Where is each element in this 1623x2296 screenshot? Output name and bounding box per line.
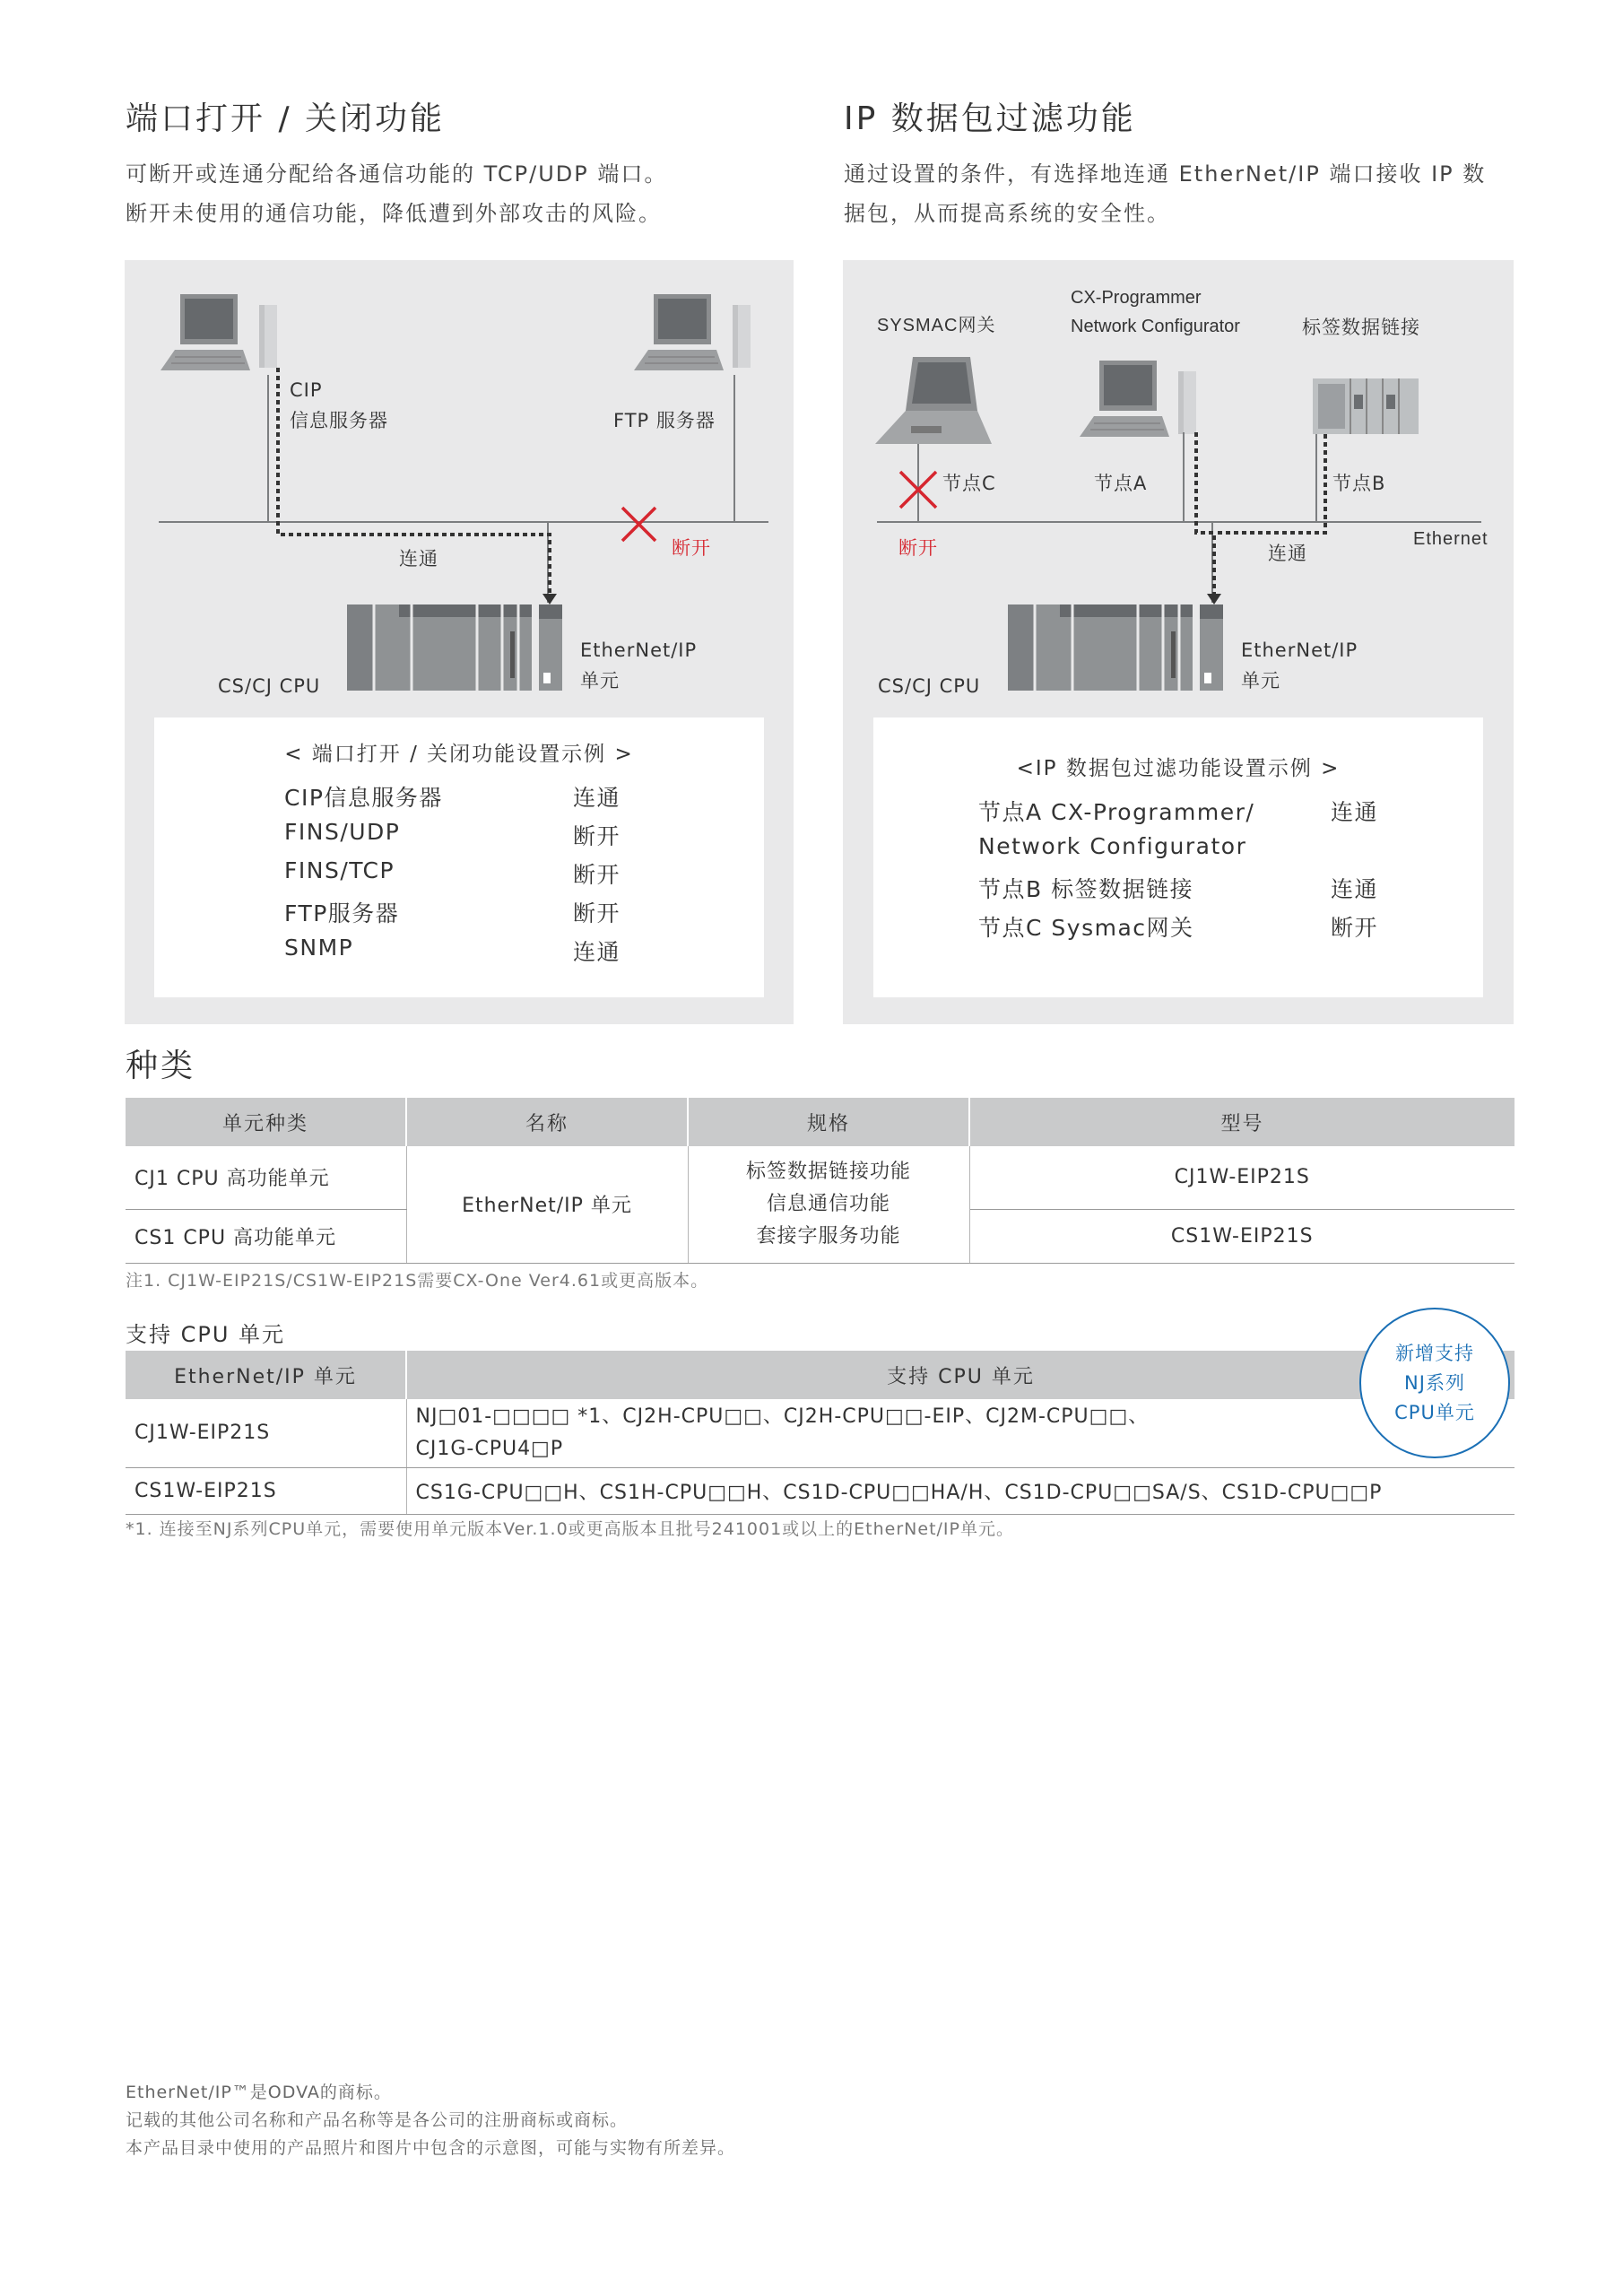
- column-header: 规格: [688, 1098, 969, 1146]
- settings-row: Network Configurator: [978, 833, 1247, 859]
- footer-line: EtherNet/IP™是ODVA的商标。: [126, 2083, 392, 2102]
- table-cell: CJ1W-EIP21S: [969, 1146, 1515, 1209]
- left-intro: [126, 154, 667, 233]
- types-table: [126, 1098, 1515, 1264]
- computer-icon: [1080, 361, 1196, 437]
- cx-label: CX-Programmer Network Configurator: [1071, 288, 1240, 336]
- cpu-label: CS/CJ CPU: [878, 675, 981, 697]
- disconnect-x-icon: [622, 508, 655, 541]
- settings-row: FINS/TCP: [284, 857, 395, 883]
- table-row: [126, 1467, 1515, 1514]
- table-cell: EtherNet/IP 单元: [406, 1146, 688, 1263]
- column-header: 型号: [969, 1098, 1515, 1146]
- left-intro-line-2: 断开未使用的通信功能，降低遭到外部攻击的风险。: [126, 201, 662, 226]
- left-intro-line-1: 可断开或连通分配给各通信功能的 TCP/UDP 端口。: [126, 161, 668, 187]
- arrow-icon: [1207, 594, 1221, 604]
- table-cell: CS1G-CPU□□H、CS1H-CPU□□H、CS1D-CPU□□HA/H、CS1D-CPU□□SA/S、CS1D-CPU□□P: [406, 1467, 1515, 1514]
- settings-state: 断开: [573, 900, 621, 926]
- connect-label: 连通: [399, 548, 438, 570]
- column-header: EtherNet/IP 单元: [126, 1351, 406, 1399]
- types-title: 种类: [126, 1048, 196, 1084]
- disconnect-label: 断开: [898, 537, 938, 559]
- right-section-title: IP 数据包过滤功能: [844, 100, 1136, 137]
- settings-state: 断开: [1331, 915, 1379, 941]
- table-cell: 标签数据链接功能 信息通信功能 套接字服务功能: [688, 1146, 969, 1263]
- settings-row: CIP信息服务器: [284, 785, 443, 811]
- connection-path-b: [1214, 434, 1325, 533]
- cpu-label: CS/CJ CPU: [218, 675, 321, 697]
- table-cell: CS1W-EIP21S: [969, 1209, 1515, 1263]
- disconnect-label: 断开: [672, 537, 711, 559]
- tag-link-label: 标签数据链接: [1302, 317, 1420, 338]
- right-intro-line-2: 据包，从而提高系统的安全性。: [844, 201, 1170, 226]
- table-cell: CJ1 CPU 高功能单元: [126, 1146, 406, 1209]
- port-diagram: [125, 260, 794, 691]
- ethernet-label: Ethernet: [1413, 529, 1488, 549]
- settings-state: 连通: [1331, 799, 1379, 825]
- new-support-badge: 新增支持 NJ系列 CPU单元: [1359, 1308, 1510, 1458]
- arrow-icon: [542, 594, 557, 604]
- settings-state: 断开: [573, 862, 621, 888]
- port-settings-title: < 端口打开 / 关闭功能设置示例 >: [284, 743, 634, 766]
- sysmac-label: SYSMAC网关: [877, 316, 996, 335]
- ip-filter-settings-title: <IP 数据包过滤功能设置示例 >: [1016, 757, 1341, 780]
- support-title: 支持 CPU 单元: [126, 1322, 286, 1347]
- right-intro-line-1: 通过设置的条件，有选择地连通 EtherNet/IP 端口接收 IP 数: [844, 161, 1487, 187]
- ip-filter-panel: [843, 260, 1514, 1024]
- node-b-label: 节点B: [1332, 473, 1386, 494]
- table-row: [126, 1146, 1515, 1209]
- table-cell: CJ1W-EIP21S: [126, 1399, 406, 1467]
- settings-state: 连通: [573, 785, 621, 811]
- port-settings-box: [154, 718, 764, 997]
- settings-state: 断开: [573, 823, 621, 849]
- table-cell: CS1 CPU 高功能单元: [126, 1209, 406, 1263]
- unit-label: EtherNet/IP 单元: [1241, 639, 1358, 691]
- settings-row: FTP服务器: [284, 900, 400, 926]
- settings-state: 连通: [573, 939, 621, 965]
- plc-rack-icon: [347, 604, 562, 691]
- support-note: *1. 连接至NJ系列CPU单元，需要使用单元版本Ver.1.0或更高版本且批号241001或以上的EtherNet/IP单元。: [126, 1519, 1014, 1539]
- computer-icon: [634, 294, 751, 370]
- plc-rack-icon: [1313, 378, 1419, 434]
- table-cell: NJ□01-□□□□ *1、CJ2H-CPU□□、CJ2H-CPU□□-EIP、CJ2M-CPU□□、 CJ1G-CPU4□P: [406, 1399, 1515, 1467]
- node-a-label: 节点A: [1094, 473, 1148, 494]
- node-c-label: 节点C: [942, 473, 996, 494]
- table-cell: CS1W-EIP21S: [126, 1467, 406, 1514]
- footer-line: 本产品目录中使用的产品照片和图片中包含的示意图，可能与实物有所差异。: [126, 2138, 736, 2158]
- right-intro: [844, 154, 1486, 233]
- settings-state: 连通: [1331, 876, 1379, 902]
- settings-row: 节点A CX-Programmer/: [978, 799, 1255, 825]
- left-section-title: 端口打开 / 关闭功能: [126, 100, 446, 137]
- support-table: [126, 1351, 1515, 1515]
- settings-row: 节点B 标签数据链接: [978, 876, 1194, 902]
- computer-icon: [161, 294, 277, 370]
- settings-row: 节点C Sysmac网关: [978, 915, 1194, 941]
- plc-rack-icon: [1008, 604, 1223, 691]
- ftp-label: FTP 服务器: [613, 410, 716, 431]
- settings-row: SNMP: [284, 935, 354, 961]
- laptop-icon: [875, 357, 992, 444]
- column-header: 支持 CPU 单元: [406, 1351, 1515, 1399]
- column-header: 名称: [406, 1098, 688, 1146]
- types-note: 注1. CJ1W-EIP21S/CS1W-EIP21S需要CX-One Ver4.61或更高版本。: [126, 1271, 709, 1291]
- footer-line: 记载的其他公司名称和产品名称等是各公司的注册商标或商标。: [126, 2110, 629, 2130]
- table-row: [126, 1399, 1515, 1467]
- footer-notes: [126, 2079, 735, 2162]
- unit-label: EtherNet/IP 单元: [580, 639, 698, 691]
- settings-row: FINS/UDP: [284, 819, 401, 845]
- column-header: 单元种类: [126, 1098, 406, 1146]
- ip-filter-settings-box: [873, 718, 1483, 997]
- connect-label: 连通: [1268, 543, 1307, 564]
- port-function-panel: [125, 260, 794, 1024]
- cip-label: CIP 信息服务器: [290, 379, 388, 431]
